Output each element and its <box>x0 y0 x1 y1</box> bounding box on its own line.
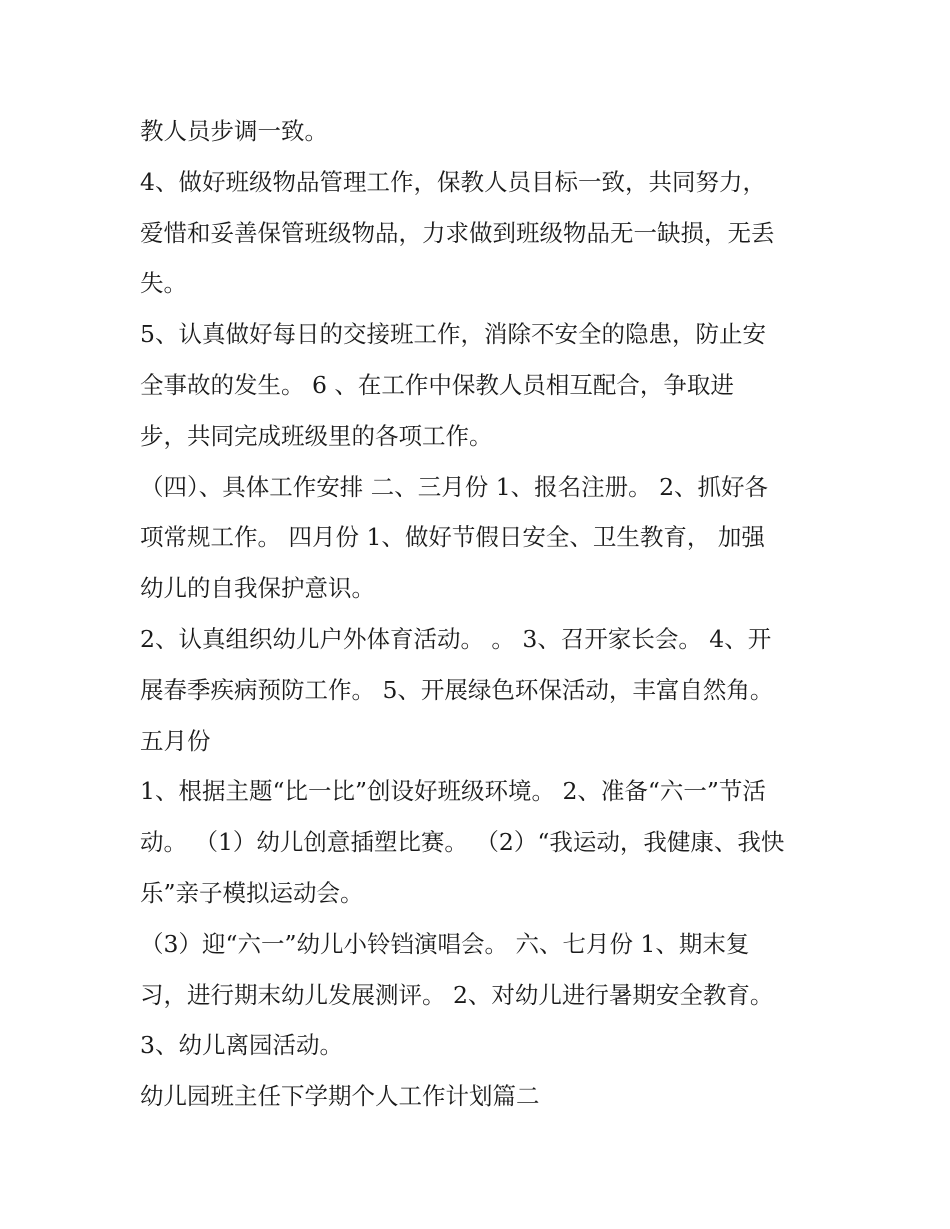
text-line: 5、认真做好每日的交接班工作，消除不安全的隐患，防止安 <box>140 320 766 349</box>
text-line: 展春季疾病预防工作。 5、开展绿色环保活动，丰富自然角。 <box>140 675 774 704</box>
text-line: 全事故的发生。 6 、在工作中保教人员相互配合，争取进 <box>140 370 734 399</box>
text-line: 爱惜和妥善保管班级物品，力求做到班级物品无一缺损，无丢 <box>140 218 775 247</box>
text-line: 动。 （1）幼儿创意插塑比赛。 （2）“我运动，我健康、我快 <box>140 828 785 857</box>
text-line: （3）迎“六一”幼儿小铃铛演唱会。 六、七月份 1、期末复 <box>140 929 750 958</box>
text-line: （四）、具体工作安排 二、三月份 1、报名注册。 2、抓好各 <box>140 472 769 501</box>
text-line: 失。 <box>140 269 187 298</box>
text-line: 教人员步调一致。 <box>140 117 328 145</box>
document-body <box>140 106 830 1122</box>
text-line: 乐”亲子模拟运动会。 <box>140 878 364 907</box>
text-line: 幼儿的自我保护意识。 <box>140 574 375 603</box>
text-line: 习，进行期末幼儿发展测评。 2、对幼儿进行暑期安全教育。 <box>140 980 774 1009</box>
text-line: 1、根据主题“比一比”创设好班级环境。 2、准备“六一”节活 <box>140 777 766 806</box>
section-heading: 幼儿园班主任下学期个人工作计划篇二 <box>140 1082 540 1111</box>
text-line: 步，共同完成班级里的各项工作。 <box>140 421 493 450</box>
text-line: 4、做好班级物品管理工作，保教人员目标一致，共同努力， <box>140 167 766 196</box>
text-line: 3、幼儿离园活动。 <box>140 1031 343 1060</box>
text-line: 五月份 <box>140 726 211 755</box>
text-line: 项常规工作。 四月份 1、做好节假日安全、卫生教育， 加强 <box>140 523 765 552</box>
text-line: 2、认真组织幼儿户外体育活动。 。 3、召开家长会。 4、开 <box>140 624 772 653</box>
